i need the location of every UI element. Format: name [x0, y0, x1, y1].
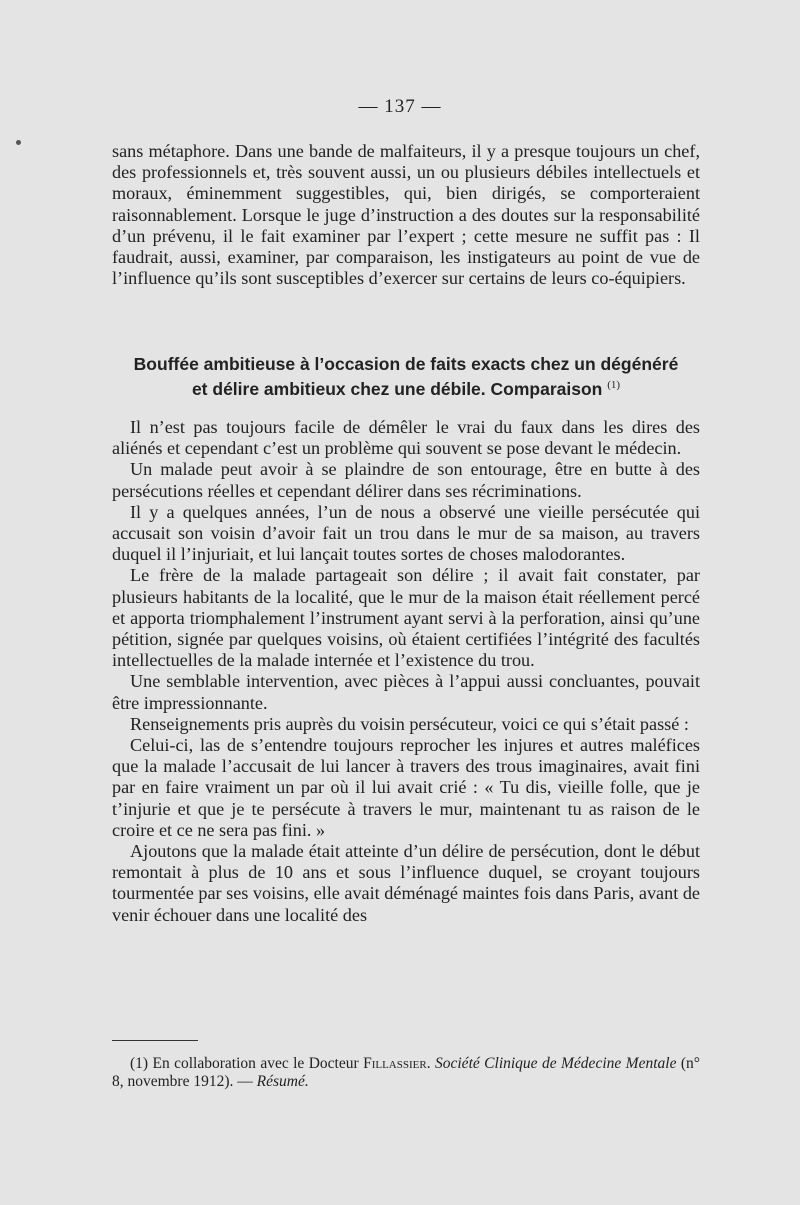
heading-line-1: Bouffée ambitieuse à l’occasion de faits exacts chez un dégénéré [133, 354, 679, 374]
paragraph-1: Il n’est pas toujours facile de démêler le vrai du faux dans les dires des aliénés et cependant c’est un problème qui souvent se pose devant le médecin. [112, 417, 700, 459]
footnote-details: (n° 8, novembre 1912). — [112, 1055, 701, 1090]
paragraph-5: Une semblable intervention, avec pièces à l’appui aussi concluantes, pouvait être impressionnante. [112, 671, 700, 713]
main-text [112, 417, 700, 926]
footnote-journal: Société Clinique de Médecine Mentale [435, 1055, 677, 1072]
footnote-author: Fillassier [363, 1055, 427, 1072]
footnote-reference: (1) [607, 379, 621, 391]
paragraph-7: Celui-ci, las de s’entendre toujours reprocher les injures et autres maléfices que la malade l’accusait de lui lancer à travers des trous imaginaires, avait fini par en faire vraiment un par où il lui avait crié : « Tu dis, vieille folle, que je t’injurie et que je te persécute à travers le mur, maintenant tu as raison de le croire et ce ne sera pas fini. » [112, 735, 700, 840]
paragraph-2: Un malade peut avoir à se plaindre de son entourage, être en butte à des persécutions réelles et cependant délirer dans ses récriminations. [112, 459, 700, 501]
intro-paragraph-block [112, 141, 700, 289]
heading-line-2-text: et délire ambitieux chez une débile. Comparaison [191, 378, 603, 399]
page-number: — 137 — [358, 96, 442, 117]
paragraph-4: Le frère de la malade partageait son délire ; il avait fait constater, par plusieurs habitants de la localité, que le mur de la maison était réellement percé et apporta triomphalement l’instrument ayant servi à la perforation, ainsi qu’une pétition, signée par quelques voisins, où étaient certifiées l’intégrité des facultés intellectuelles de la malade internée et l’existence du trou. [112, 565, 700, 671]
footnote-prefix: (1) En collaboration avec le Docteur [130, 1055, 359, 1072]
intro-paragraph: sans métaphore. Dans une bande de malfaiteurs, il y a presque toujours un chef, des professionnels et, très souvent aussi, un ou plusieurs débiles intellectuels et moraux, éminemment suggestibles, qui, bien dirigés, se comporteraient raisonnablement. Lorsque le juge d’instruction a des doutes sur la responsabilité d’un prévenu, il le fait examiner par l’expert ; cette mesure ne suffit pas : Il faudrait, aussi, examiner, par comparaison, les instigateurs au point de vue de l’influence qu’ils sont susceptibles d’exercer sur certains de leurs co-équipiers. [112, 141, 700, 289]
heading-line-2 [112, 375, 700, 400]
paragraph-3: Il y a quelques années, l’un de nous a observé une vieille persécutée qui accusait son voisin d’avoir fait un trou dans le mur de sa maison, au travers duquel il l’injuriait, et lui lançait toutes sortes de choses malodorantes. [112, 501, 700, 565]
paragraph-8: Ajoutons que la malade était atteinte d’un délire de persécution, dont le début remontait à plus de 10 ans et sous l’influence duquel, se croyant toujours tourmentée par ses voisins, elle avait déménagé maintes fois dans Paris, avant de venir échouer dans une localité des [112, 841, 700, 925]
footnote-summary: Résumé. [256, 1073, 309, 1090]
footnote: (1) En collaboration avec le Docteur Fillassier. Société Clinique de Médecine Mentale (n° 8, novembre 1912). — Résumé. [112, 1055, 701, 1090]
margin-mark [16, 140, 21, 145]
paragraph-6: Renseignements pris auprès du voisin persécuteur, voici ce qui s’était passé : [130, 713, 689, 734]
footnote-divider [112, 1040, 198, 1041]
section-heading [112, 354, 700, 400]
